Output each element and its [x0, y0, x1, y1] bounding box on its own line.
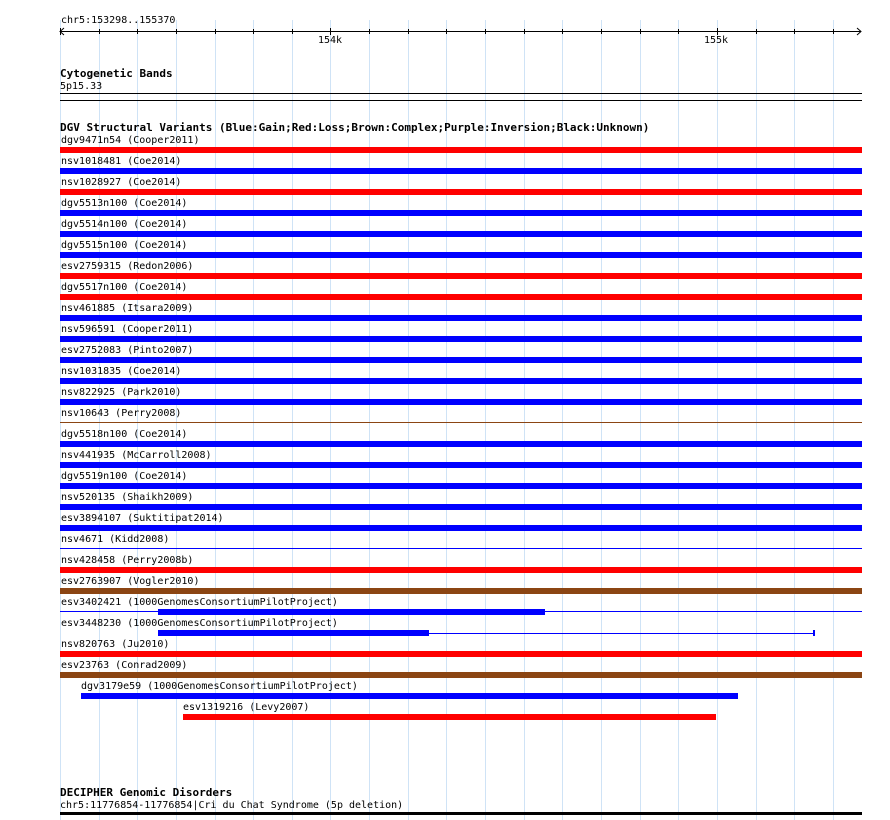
variant-label: dgv5513n100 (Coe2014)	[61, 198, 188, 209]
grid-line	[833, 20, 834, 820]
variant-bar[interactable]	[60, 273, 862, 279]
grid-line	[330, 20, 331, 820]
variant-label: nsv4671 (Kidd2008)	[61, 534, 170, 545]
variant-label: nsv1031835 (Coe2014)	[61, 366, 182, 377]
grid-line	[408, 20, 409, 820]
variant-bar[interactable]	[60, 147, 862, 153]
variant-label: dgv3179e59 (1000GenomesConsortiumPilotProject)	[81, 681, 358, 692]
variant-label: nsv820763 (Ju2010)	[61, 639, 170, 650]
grid-line	[485, 20, 486, 820]
grid-line	[678, 20, 679, 820]
variant-bar[interactable]	[60, 231, 862, 237]
variant-end-tick[interactable]	[813, 630, 815, 636]
variant-bar[interactable]	[60, 189, 862, 195]
grid-line	[292, 20, 293, 820]
variant-bar[interactable]	[60, 315, 862, 321]
variant-label: nsv1018481 (Coe2014)	[61, 156, 182, 167]
variant-bar[interactable]	[158, 609, 545, 615]
decipher-entry-bar[interactable]	[60, 812, 862, 815]
variant-bar[interactable]	[60, 525, 862, 531]
variant-bar[interactable]	[60, 504, 862, 510]
grid-line	[562, 20, 563, 820]
decipher-track-title: DECIPHER Genomic Disorders	[60, 786, 233, 799]
cytoband-bar-bottom[interactable]	[60, 100, 862, 101]
cytoband-bar-top[interactable]	[60, 93, 862, 94]
variant-bar[interactable]	[60, 567, 862, 573]
grid-line	[215, 20, 216, 820]
grid-line	[253, 20, 254, 820]
variant-bar[interactable]	[60, 252, 862, 258]
variant-bar[interactable]	[60, 357, 862, 363]
variant-label: nsv461885 (Itsara2009)	[61, 303, 194, 314]
variant-bar[interactable]	[60, 672, 862, 678]
variant-label: esv3448230 (1000GenomesConsortiumPilotProject)	[61, 618, 338, 629]
variant-label: esv3402421 (1000GenomesConsortiumPilotProject)	[61, 597, 338, 608]
variant-bar[interactable]	[60, 168, 862, 174]
variant-label: nsv1028927 (Coe2014)	[61, 177, 182, 188]
variant-bar[interactable]	[60, 548, 862, 549]
grid-line	[446, 20, 447, 820]
cytoband-label: 5p15.33	[60, 81, 103, 92]
grid-line	[369, 20, 370, 820]
variant-label: esv23763 (Conrad2009)	[61, 660, 188, 671]
variant-bar[interactable]	[60, 210, 862, 216]
variant-bar[interactable]	[60, 588, 862, 594]
variant-label: nsv596591 (Cooper2011)	[61, 324, 194, 335]
grid-line	[794, 20, 795, 820]
variant-label: dgv5518n100 (Coe2014)	[61, 429, 188, 440]
variant-label: nsv428458 (Perry2008b)	[61, 555, 194, 566]
variant-bar[interactable]	[60, 294, 862, 300]
ruler[interactable]	[0, 24, 890, 40]
variant-label: dgv5519n100 (Coe2014)	[61, 471, 188, 482]
variant-label: esv2752083 (Pinto2007)	[61, 345, 194, 356]
ruler-tick-label-155k: 155k	[704, 35, 729, 46]
variant-label: esv2759315 (Redon2006)	[61, 261, 194, 272]
variant-label: nsv441935 (McCarroll2008)	[61, 450, 212, 461]
variant-label: dgv5515n100 (Coe2014)	[61, 240, 188, 251]
ruler-tick-label-154k: 154k	[318, 35, 343, 46]
variant-label: dgv9471n54 (Cooper2011)	[61, 135, 200, 146]
variant-bar[interactable]	[60, 336, 862, 342]
variant-bar[interactable]	[60, 378, 862, 384]
grid-line	[601, 20, 602, 820]
variant-bar[interactable]	[81, 693, 738, 699]
variant-label: nsv822925 (Park2010)	[61, 387, 182, 398]
variant-label: nsv10643 (Perry2008)	[61, 408, 182, 419]
variant-label: esv2763907 (Vogler2010)	[61, 576, 200, 587]
variant-bar[interactable]	[60, 462, 862, 468]
variant-bar[interactable]	[158, 630, 429, 636]
variant-label: nsv520135 (Shaikh2009)	[61, 492, 194, 503]
variant-label: dgv5514n100 (Coe2014)	[61, 219, 188, 230]
grid-line	[717, 20, 718, 820]
variant-bar[interactable]	[60, 422, 862, 423]
variant-line[interactable]	[429, 633, 814, 634]
variant-bar[interactable]	[60, 399, 862, 405]
grid-line	[524, 20, 525, 820]
variant-bar[interactable]	[60, 483, 862, 489]
cytoband-track-title: Cytogenetic Bands	[60, 67, 173, 80]
variant-bar[interactable]	[183, 714, 716, 720]
grid-line	[640, 20, 641, 820]
variant-label: esv3894107 (Suktitipat2014)	[61, 513, 224, 524]
coordinate-range: chr5:153298..155370	[61, 15, 176, 26]
decipher-entry-label: chr5:11776854-11776854|Cri du Chat Syndrome (5p deletion)	[60, 800, 404, 811]
variant-label: esv1319216 (Levy2007)	[183, 702, 310, 713]
variant-label: dgv5517n100 (Coe2014)	[61, 282, 188, 293]
variant-bar[interactable]	[60, 441, 862, 447]
variant-bar[interactable]	[60, 651, 862, 657]
dgv-track-title: DGV Structural Variants (Blue:Gain;Red:Loss;Brown:Complex;Purple:Inversion;Black:Unknown)	[60, 121, 650, 134]
grid-line	[756, 20, 757, 820]
